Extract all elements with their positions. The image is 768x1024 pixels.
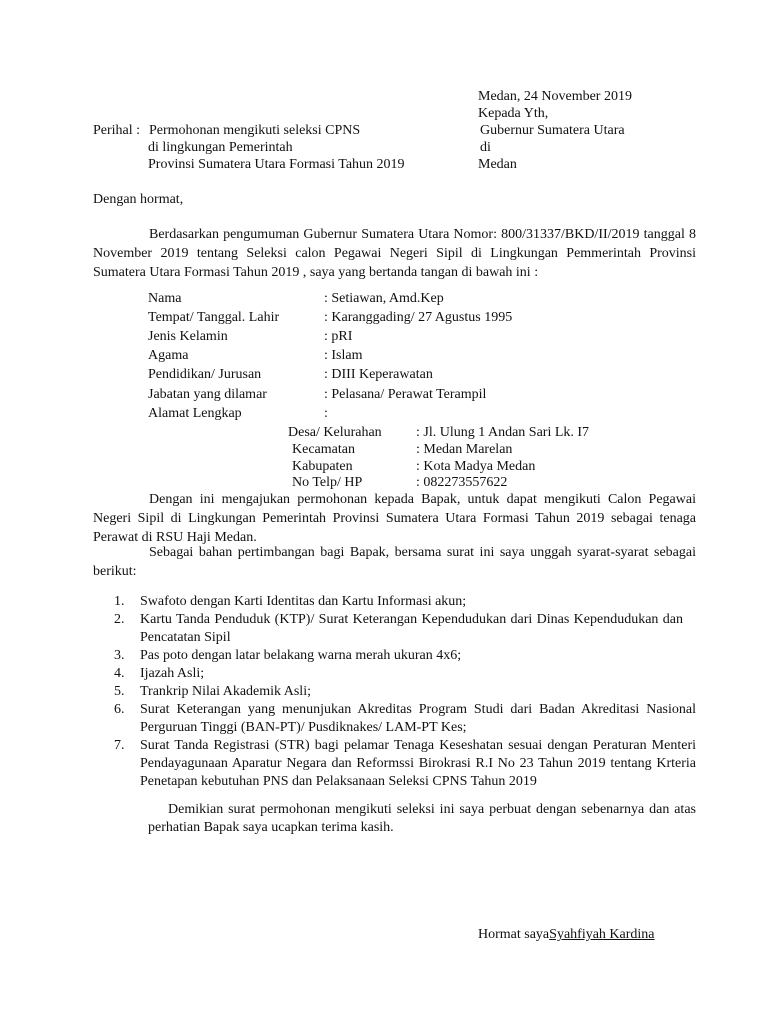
list-text: Pas poto dengan latar belakang warna merah ukuran 4x6; <box>140 648 462 663</box>
list-number: 6. <box>114 702 125 717</box>
intro-paragraph: Berdasarkan pengumuman Gubernur Sumatera Utara Nomor: 800/31337/BKD/II/2019 tanggal 8 November 2019 tentang Seleksi calon Pegawai Negeri Sipil di Lingkungan Pemmerintah Provinsi Sumatera Utara Formasi Tahun 2019 , saya yang bertanda tangan di bawah ini : <box>93 227 696 280</box>
identity-value: : pRI <box>324 329 353 344</box>
signature-line <box>478 926 655 944</box>
identity-value: : Karanggading/ 27 Agustus 1995 <box>324 310 513 325</box>
address-value: : Jl. Ulung 1 Andan Sari Lk. I7 <box>416 425 590 440</box>
list-text: Surat Tanda Registrasi (STR) bagi pelamar Tenaga Keseshatan sesuai dengan Peraturan Menteri Pendayagunaan Aparatur Negara dan Reformssi Birokrasi R.I No 23 Tahun 2019 tentang Krteria Penetapan kebutuhan PNS dan Pelaksanaan Seleksi CPNS Tahun 2019 <box>140 738 696 789</box>
address-value: : Kota Madya Medan <box>416 459 536 474</box>
perihal-label: Perihal : <box>93 123 141 138</box>
perihal-line-3: Provinsi Sumatera Utara Formasi Tahun 2019 <box>148 157 405 172</box>
address-value: : 082273557622 <box>416 475 508 490</box>
address-label: Kabupaten <box>292 459 353 474</box>
addressee-di: di <box>480 140 491 155</box>
identity-label: Jabatan yang dilamar <box>148 387 267 402</box>
address-label: No Telp/ HP <box>292 475 363 490</box>
identity-label: Nama <box>148 291 182 306</box>
list-text: Ijazah Asli; <box>140 666 205 681</box>
addressee-name: Gubernur Sumatera Utara <box>480 123 625 138</box>
consider-paragraph: Sebagai bahan pertimbangan bagi Bapak, bersama surat ini saya unggah syarat-syarat sebagai berikut: <box>93 545 696 579</box>
apply-paragraph: Dengan ini mengajukan permohonan kepada Bapak, untuk dapat mengikuti Calon Pegawai Negeri Sipil di Lingkungan Pemerintah Provinsi Sumatera Utara Formasi Tahun 2019 sebagai tenaga Perawat di RSU Haji Medan. <box>93 492 696 545</box>
closing-paragraph: Demikian surat permohonan mengikuti seleksi ini saya perbuat dengan sebenarnya dan atas perhatian Bapak saya ucapkan terima kasih. <box>148 802 696 835</box>
list-number: 5. <box>114 684 125 699</box>
identity-label: Pendidikan/ Jurusan <box>148 367 262 382</box>
list-text: Swafoto dengan Karti Identitas dan Kartu Informasi akun; <box>140 594 467 609</box>
address-label: Kecamatan <box>292 442 355 457</box>
identity-value: : DIII Keperawatan <box>324 367 433 382</box>
list-number: 7. <box>114 738 125 753</box>
signature-name: Syahfiyah Kardina <box>549 927 655 942</box>
identity-label: Agama <box>148 348 189 363</box>
list-text: Trankrip Nilai Akademik Asli; <box>140 684 311 699</box>
addressee-city: Medan <box>478 157 517 172</box>
identity-value: : <box>324 406 328 421</box>
address-label: Desa/ Kelurahan <box>288 425 382 440</box>
address-value: : Medan Marelan <box>416 442 513 457</box>
greeting: Dengan hormat, <box>93 192 184 207</box>
perihal-line-2: di lingkungan Pemerintah <box>148 140 293 155</box>
list-number: 3. <box>114 648 125 663</box>
identity-value: : Pelasana/ Perawat Terampil <box>324 387 487 402</box>
identity-label: Jenis Kelamin <box>148 329 228 344</box>
identity-label: Alamat Lengkap <box>148 406 242 421</box>
identity-value: : Islam <box>324 348 363 363</box>
addressee-label: Kepada Yth, <box>478 106 549 121</box>
signature-prefix: Hormat saya <box>478 927 550 942</box>
list-number: 1. <box>114 594 125 609</box>
list-text: Surat Keterangan yang menunjukan Akreditas Program Studi dari Badan Akreditasi Nasional Perguruan Tinggi (BAN-PT)/ Pusdiknakes/ LAM-PT Kes; <box>140 702 696 735</box>
identity-value: : Setiawan, Amd.Kep <box>324 291 444 306</box>
list-text: Kartu Tanda Penduduk (KTP)/ Surat Keterangan Kependudukan dari Dinas Kependudukan dan Pencatatan Sipil <box>140 612 683 645</box>
list-number: 2. <box>114 612 125 627</box>
identity-label: Tempat/ Tanggal. Lahir <box>148 310 280 325</box>
perihal-line-1: Permohonan mengikuti seleksi CPNS <box>149 123 361 138</box>
list-number: 4. <box>114 666 125 681</box>
letter-date: Medan, 24 November 2019 <box>478 89 632 104</box>
